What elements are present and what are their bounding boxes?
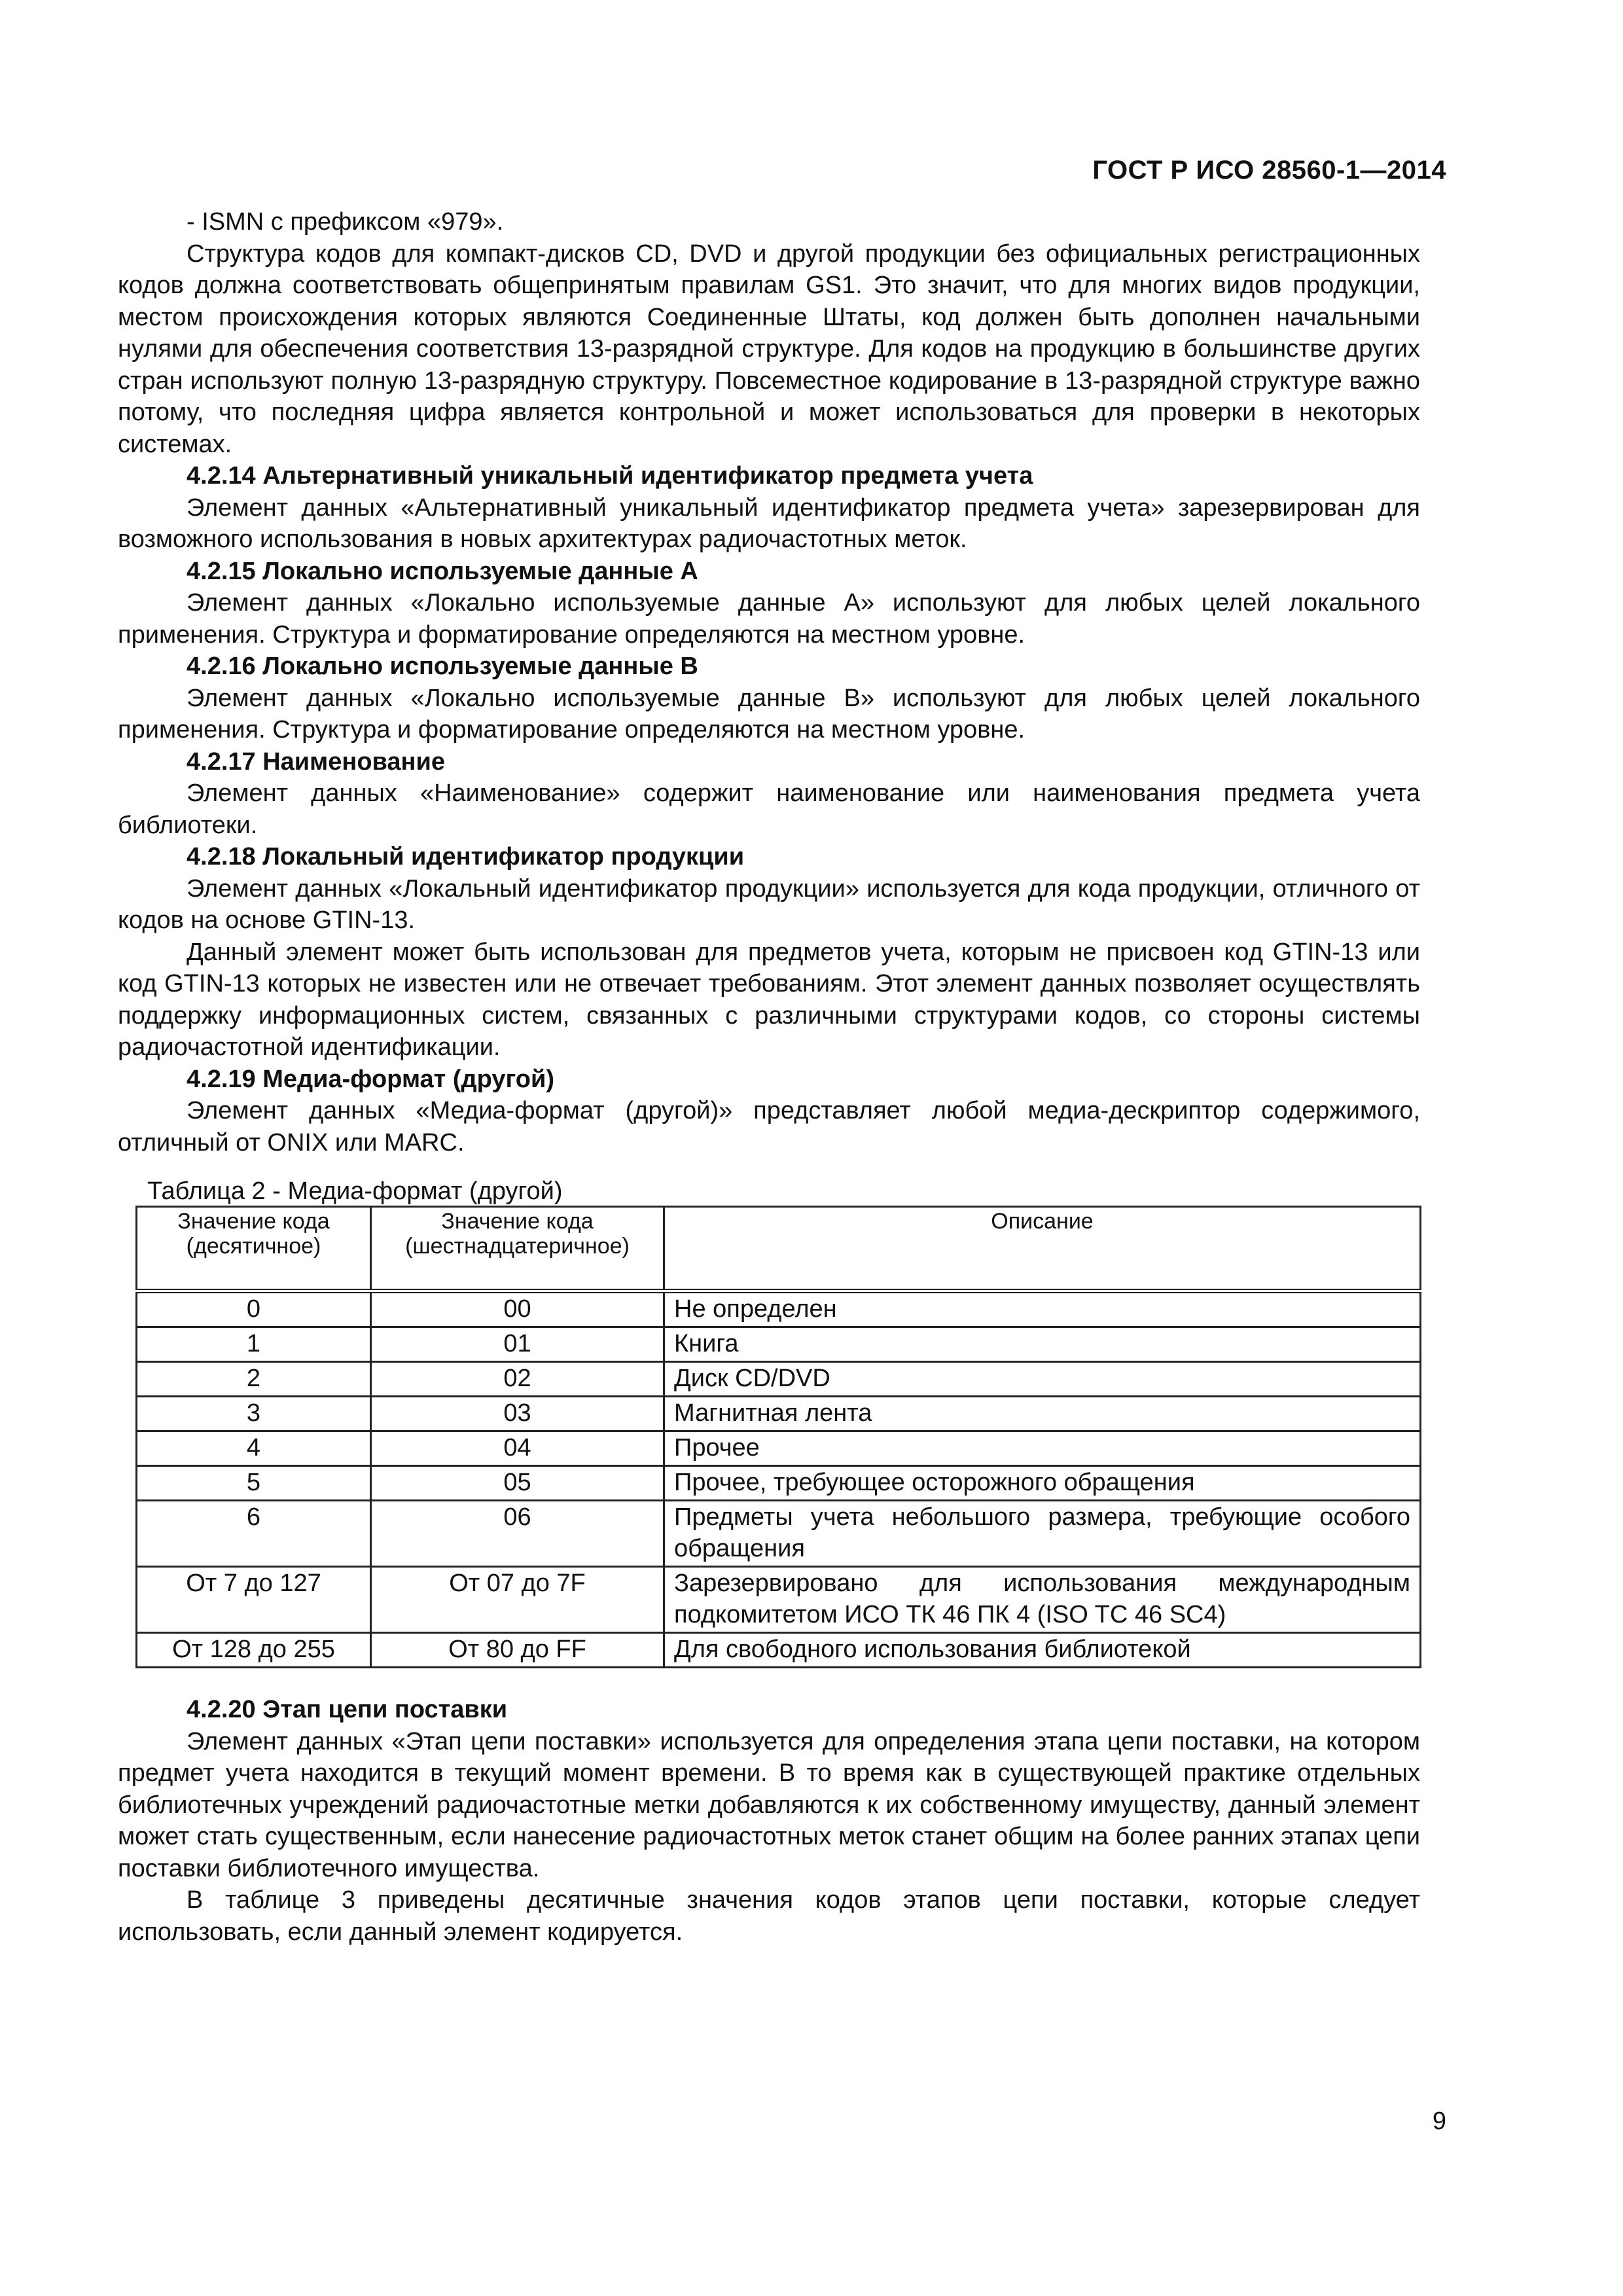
cell-hex: От 80 до FF	[371, 1633, 664, 1668]
table-row	[137, 1327, 1421, 1362]
cell-description: Прочее	[664, 1431, 1421, 1466]
body-text-bottom	[118, 1694, 1420, 1948]
cell-decimal: 0	[137, 1291, 371, 1327]
paragraph-4-2-14: Элемент данных «Альтернативный уникальный идентификатор предмета учета» зарезервирован для возможного использования в новых архитектурах радиочастотных меток.	[118, 493, 1420, 553]
cell-hex: 06	[371, 1501, 664, 1567]
section-heading-4-2-14: 4.2.14 Альтернативный уникальный идентификатор предмета учета	[187, 462, 1033, 490]
cell-hex: 01	[371, 1327, 664, 1362]
paragraph-4-2-20-b: В таблице 3 приведены десятичные значения кодов этапов цепи поставки, которые следует использовать, если данный элемент кодируется.	[118, 1886, 1420, 1946]
media-format-table	[135, 1206, 1421, 1668]
paragraph-code-structure: Структура кодов для компакт-дисков CD, DVD и другой продукции без официальных регистрационных кодов должна соответствовать общепринятым правилам GS1. Это значит, что для многих видов продукции, местом происхождения которых являются Соединенные Штаты, код должен быть дополнен начальными нулями для обеспечения соответствия 13-разрядной структуре. Для кодов на продукцию в большинстве других стран используют полную 13-разрядную структуру. Повсеместное кодирование в 13-разрядной структуре важно потому, что последняя цифра является контрольной и может использоваться для проверки в некоторых системах.	[118, 240, 1420, 458]
cell-decimal: 6	[137, 1501, 371, 1567]
cell-decimal: 1	[137, 1327, 371, 1362]
paragraph-4-2-15: Элемент данных «Локально используемые данные А» используют для любых целей локального применения. Структура и форматирование определяются на местном уровне.	[118, 589, 1420, 649]
cell-hex: 03	[371, 1397, 664, 1431]
section-heading-4-2-20: 4.2.20 Этап цепи поставки	[187, 1696, 508, 1723]
header-hex-code: Значение кода (шестнадцатеричное)	[371, 1207, 664, 1291]
paragraph-4-2-18-b: Данный элемент может быть использован для предметов учета, которым не присвоен код GTIN-13 или код GTIN-13 которых не известен или не отвечает требованиям. Этот элемент данных позволяет осуществлять поддержку информационных систем, связанных с различными структурами кодов, со стороны системы радиочастотной идентификации.	[118, 938, 1420, 1061]
page-number: 9	[1432, 2108, 1446, 2135]
table-header-row	[137, 1207, 1421, 1291]
paragraph-ismn: - ISMN с префиксом «979».	[187, 208, 504, 236]
cell-hex: 02	[371, 1362, 664, 1397]
body-text-top	[118, 206, 1420, 1158]
section-heading-4-2-16: 4.2.16 Локально используемые данные В	[187, 653, 698, 680]
table-row	[137, 1466, 1421, 1501]
cell-description: Не определен	[664, 1291, 1421, 1327]
section-heading-4-2-17: 4.2.17 Наименование	[187, 747, 445, 776]
cell-decimal: От 128 до 255	[137, 1633, 371, 1668]
table-row	[137, 1633, 1421, 1668]
table-row	[137, 1291, 1421, 1327]
cell-hex: 04	[371, 1431, 664, 1466]
cell-decimal: 2	[137, 1362, 371, 1397]
table-row	[137, 1501, 1421, 1567]
cell-hex: 00	[371, 1291, 664, 1327]
cell-decimal: От 7 до 127	[137, 1567, 371, 1633]
cell-hex: От 07 до 7F	[371, 1567, 664, 1633]
table-row	[137, 1362, 1421, 1397]
cell-description: Книга	[664, 1327, 1421, 1362]
cell-description: Магнитная лента	[664, 1397, 1421, 1431]
paragraph-4-2-20-a: Элемент данных «Этап цепи поставки» используется для определения этапа цепи поставки, на котором предмет учета находится в текущий момент времени. В то время как в существующей практике отдельных библиотечных учреждений радиочастотные метки добавляются к их собственному имуществу, данный элемент может стать существенным, если нанесение радиочастотных меток станет общим на более ранних этапах цепи поставки библиотечного имущества.	[118, 1727, 1420, 1882]
header-description: Описание	[664, 1207, 1421, 1291]
table-caption: Таблица 2 - Медиа-формат (другой)	[147, 1177, 563, 1205]
paragraph-4-2-18-a: Элемент данных «Локальный идентификатор продукции» используется для кода продукции, отличного от кодов на основе GTIN-13.	[118, 874, 1420, 934]
cell-decimal: 5	[137, 1466, 371, 1501]
cell-description: Диск CD/DVD	[664, 1362, 1421, 1397]
section-heading-4-2-18: 4.2.18 Локальный идентификатор продукции	[187, 843, 745, 870]
header-decimal-code: Значение кода (десятичное)	[137, 1207, 371, 1291]
table-row	[137, 1431, 1421, 1466]
section-heading-4-2-19: 4.2.19 Медиа-формат (другой)	[187, 1065, 555, 1093]
table-row	[137, 1397, 1421, 1431]
standard-id-header: ГОСТ Р ИСО 28560-1—2014	[1092, 156, 1446, 185]
paragraph-4-2-17: Элемент данных «Наименование» содержит наименование или наименования предмета учета библиотеки.	[118, 780, 1420, 839]
paragraph-4-2-16: Элемент данных «Локально используемые данные В» используют для любых целей локального применения. Структура и форматирование определяются на местном уровне.	[118, 684, 1420, 744]
cell-description: Зарезервировано для использования международным подкомитетом ИСО ТК 46 ПК 4 (ISO TC 46 SC4)	[664, 1567, 1421, 1633]
section-heading-4-2-15: 4.2.15 Локально используемые данные А	[187, 557, 698, 585]
table-row	[137, 1567, 1421, 1633]
paragraph-4-2-19: Элемент данных «Медиа-формат (другой)» представляет любой медиа-дескриптор содержимого, отличный от ONIX или MARC.	[118, 1097, 1420, 1157]
cell-decimal: 3	[137, 1397, 371, 1431]
cell-description: Прочее, требующее осторожного обращения	[664, 1466, 1421, 1501]
cell-description: Для свободного использования библиотекой	[664, 1633, 1421, 1668]
cell-hex: 05	[371, 1466, 664, 1501]
cell-description: Предметы учета небольшого размера, требующие особого обращения	[664, 1501, 1421, 1567]
cell-decimal: 4	[137, 1431, 371, 1466]
